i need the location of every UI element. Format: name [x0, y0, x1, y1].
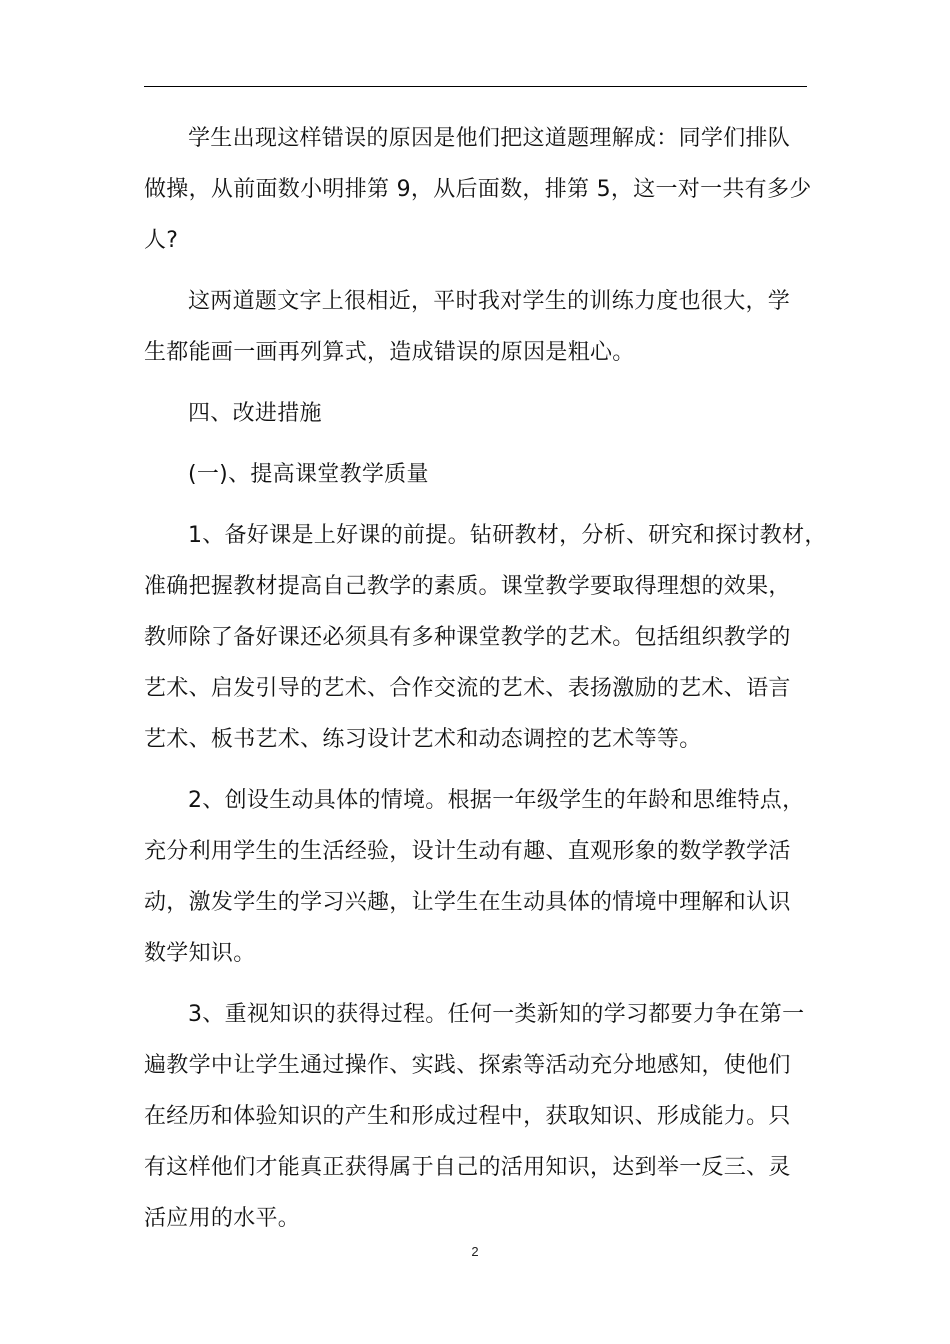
paragraph-carelessness [144, 280, 808, 382]
header-rule [144, 86, 807, 87]
section-heading-text: 四、改进措施 [188, 401, 322, 426]
text-line: 动，激发学生的学习兴趣，让学生在生动具体的情境中理解和认识 [144, 890, 791, 915]
text-line: 活应用的水平。 [144, 1206, 301, 1231]
text-line: 2、创设生动具体的情境。根据一年级学生的年龄和思维特点， [188, 788, 805, 813]
text-line: 1、备好课是上好课的前提。钻研教材，分析、研究和探讨教材， [188, 523, 827, 548]
text-line: 做操，从前面数小明排第 9，从后面数，排第 5，这一对一共有多少 [144, 177, 812, 202]
paragraph-item-2 [144, 779, 808, 983]
text-line: 充分利用学生的生活经验，设计生动有趣、直观形象的数学教学活 [144, 839, 791, 864]
subsection-heading-text: (一)、提高课堂教学质量 [188, 462, 429, 487]
text-line: 在经历和体验知识的产生和形成过程中，获取知识、形成能力。只 [144, 1104, 791, 1129]
page-number: 2 [471, 1244, 479, 1259]
text-line: 遍教学中让学生通过操作、实践、探索等活动充分地感知，使他们 [144, 1053, 791, 1078]
text-line: 有这样他们才能真正获得属于自己的活用知识，达到举一反三、灵 [144, 1155, 791, 1180]
text-line: 学生出现这样错误的原因是他们把这道题理解成：同学们排队 [188, 126, 791, 151]
paragraph-error-reason [144, 117, 812, 270]
text-line: 准确把握教材提高自己教学的素质。课堂教学要取得理想的效果， [144, 574, 791, 599]
text-line: 人? [144, 228, 179, 253]
text-line: 数学知识。 [144, 941, 256, 966]
subsection-heading [144, 453, 808, 504]
text-line: 教师除了备好课还必须具有多种课堂教学的艺术。包括组织教学的 [144, 625, 791, 650]
document-body [144, 117, 827, 1248]
text-line: 生都能画一画再列算式，造成错误的原因是粗心。 [144, 340, 635, 365]
paragraph-item-3 [144, 993, 808, 1248]
paragraph-item-1 [144, 514, 827, 769]
text-line: 艺术、板书艺术、练习设计艺术和动态调控的艺术等等。 [144, 727, 702, 752]
section-heading [144, 392, 808, 443]
text-line: 3、重视知识的获得过程。任何一类新知的学习都要力争在第一 [188, 1002, 805, 1027]
text-line: 艺术、启发引导的艺术、合作交流的艺术、表扬激励的艺术、语言 [144, 676, 791, 701]
text-line: 这两道题文字上很相近，平时我对学生的训练力度也很大，学 [188, 289, 791, 314]
